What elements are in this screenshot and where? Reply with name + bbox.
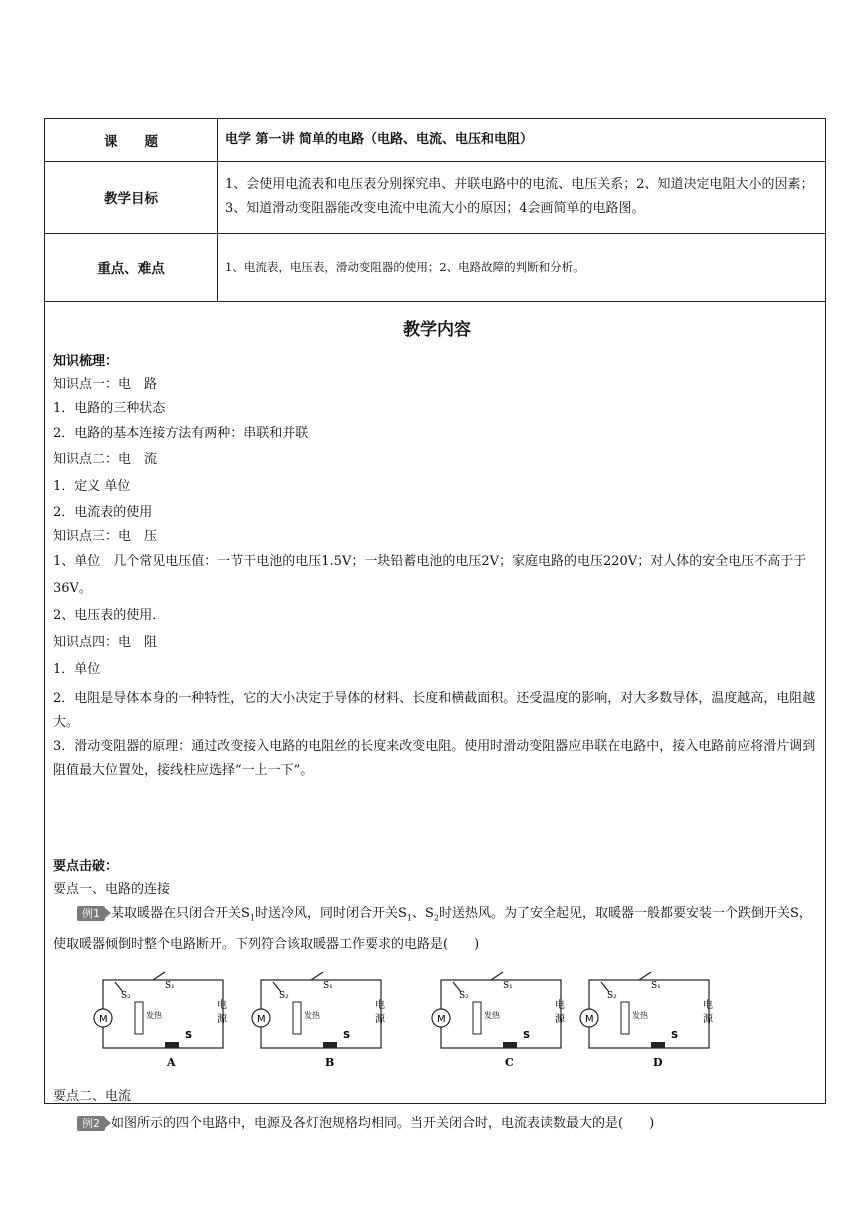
example-two-badge: 例2 <box>77 1116 105 1131</box>
teaching-content <box>53 301 821 1135</box>
circuit-c-motor-label: M <box>437 1013 446 1025</box>
content-line: 3．滑动变阻器的原理：通过改变接入电路的电阻丝的长度来改变电阻。使用时滑动变阻器应串联在电路中，接入电路前应将滑片调到阻值最大位置处，接线柱应选择“一上一下”。 <box>53 739 816 778</box>
key-row <box>45 233 825 302</box>
point-one-heading: 要点一、电路的连接 <box>53 882 171 897</box>
content-line: 1、单位 几个常见电压值：一节干电池的电压1.5V；一块铅蓄电池的电压2V；家庭电路的电压220V；对人体的安全电压不高于于36V。 <box>53 554 807 596</box>
circuit-b-s1-label: S₁ <box>323 980 333 991</box>
circuit-a-s1-label: S₁ <box>165 980 175 991</box>
example-one-badge: 例1 <box>77 906 105 921</box>
circuit-b-tilt-switch-icon <box>323 1042 337 1048</box>
circuit-d-power-label-1: 电 <box>703 999 713 1011</box>
circuit-b-heater <box>293 1002 301 1034</box>
circuit-d-switch-s1-icon <box>639 972 651 980</box>
circuit-b-option-label: B <box>325 1055 335 1069</box>
section-heading-points: 要点击破： <box>53 859 119 874</box>
circuit-c-power-label-2: 源 <box>555 1013 565 1025</box>
content-line: 2、电压表的使用． <box>53 608 166 623</box>
goal-value: 1、会使用电流表和电压表分别探究串、并联电路中的电流、电压关系；2、知道决定电阻大小的因素；3、知道滑动变阻器能改变电流中电流大小的原因；4会画简单的电路图。 <box>225 177 814 216</box>
circuit-b-motor-label: M <box>257 1013 266 1025</box>
example-one-text: 时送冷风，同时闭合开关S <box>255 906 407 921</box>
content-line: 1．电路的三种状态 <box>53 401 166 416</box>
circuit-c-s2-label: S₂ <box>459 990 469 1001</box>
circuit-c-s-label: S <box>523 1029 531 1041</box>
circuit-b-power-label-1: 电 <box>375 999 385 1011</box>
subscript: 1 <box>406 913 412 923</box>
circuit-a-s2-label: S₂ <box>121 990 131 1001</box>
circuit-d-s1-label: S₁ <box>651 980 661 991</box>
circuit-c-heater <box>473 1002 481 1034</box>
content-line: 1．单位 <box>53 662 101 677</box>
circuit-d-power-label-2: 源 <box>703 1013 713 1025</box>
circuit-d-heater <box>621 1002 629 1034</box>
subscript: 1 <box>249 913 255 923</box>
content-line: 知识点二：电 流 <box>53 452 158 467</box>
point-two-heading: 要点二、电流 <box>53 1088 132 1104</box>
circuit-a-tilt-switch-icon <box>165 1042 179 1048</box>
topic-value: 电学 第一讲 简单的电路（电路、电流、电压和电阻） <box>225 132 534 147</box>
example-one <box>53 901 821 958</box>
content-line: 知识点一：电 路 <box>53 377 158 392</box>
circuit-c-switch-s1-icon <box>491 972 503 980</box>
circuit-a-heater <box>135 1002 143 1034</box>
example-one-text: 、S <box>412 906 434 921</box>
circuit-d-s2-label: S₂ <box>607 990 617 1001</box>
circuit-c-s1-label: S₁ <box>503 980 513 991</box>
circuit-c-tilt-switch-icon <box>503 1042 517 1048</box>
content-line: 2．电流表的使用 <box>53 505 153 520</box>
circuit-diagrams <box>53 968 821 1078</box>
content-line: 2．电路的基本连接方法有两种：串联和并联 <box>53 426 309 441</box>
circuit-d-tilt-switch-icon <box>651 1042 665 1048</box>
circuit-a-power-label-2: 源 <box>217 1013 227 1025</box>
circuit-d-motor-label: M <box>585 1013 594 1025</box>
circuit-d-heater-label: 发热 <box>632 1010 648 1020</box>
example-two <box>53 1112 821 1135</box>
key-label: 重点、难点 <box>45 233 218 301</box>
circuit-b-switch-s1-icon <box>311 972 323 980</box>
key-value: 1、电流表，电压表，滑动变阻器的使用；2、电路故障的判断和分析。 <box>225 260 585 274</box>
circuit-b-s-label: S <box>343 1029 351 1041</box>
circuit-a-heater-label: 发热 <box>146 1010 162 1020</box>
goal-label: 教学目标 <box>45 161 218 233</box>
content-line: 1．定义 单位 <box>53 479 131 494</box>
lesson-table <box>44 118 826 1131</box>
content-title: 教学内容 <box>403 320 471 340</box>
content-line: 知识点四：电 阻 <box>53 635 158 650</box>
circuit-a-motor-label: M <box>99 1013 108 1025</box>
content-line: 知识点三：电 压 <box>53 529 158 544</box>
circuit-d-option-label: D <box>653 1055 663 1069</box>
content-line: 2．电阻是导体本身的一种特性，它的大小决定于导体的材料、长度和横截面积。还受温度的影响，对大多数导体，温度越高，电阻越大。 <box>53 691 816 730</box>
goal-row <box>45 161 825 234</box>
circuit-a-switch-s1-icon <box>153 972 165 980</box>
example-two-text: 如图所示的四个电路中，电源及各灯泡规格均相同。当开关闭合时，电流表读数最大的是( ) <box>111 1115 655 1131</box>
circuit-b-s2-label: S₂ <box>279 990 289 1001</box>
circuit-a-option-label: A <box>167 1055 176 1069</box>
topic-label: 课 题 <box>45 119 218 161</box>
circuit-options <box>53 968 821 1076</box>
circuit-c-power-label-1: 电 <box>555 999 565 1011</box>
section-heading-review: 知识梳理： <box>53 354 119 369</box>
example-one-text: 时送热风。为了安全起见，取暖器一般都要安装一个跌倒开关S，使取暖器倾倒时整个电路断开。下列符合该取暖器工作要求的电路是( ) <box>53 906 812 952</box>
circuit-a-s-label: S <box>185 1029 193 1041</box>
circuit-c-option-label: C <box>505 1055 514 1069</box>
circuit-a-power-label-1: 电 <box>217 999 227 1011</box>
circuit-d-s-label: S <box>671 1029 679 1041</box>
subscript: 2 <box>433 913 439 923</box>
topic-row <box>45 119 825 162</box>
circuit-b-power-label-2: 源 <box>375 1013 385 1025</box>
circuit-b-heater-label: 发热 <box>304 1010 320 1020</box>
circuit-c-heater-label: 发热 <box>484 1010 500 1020</box>
example-one-text: 某取暖器在只闭合开关S <box>111 906 250 921</box>
